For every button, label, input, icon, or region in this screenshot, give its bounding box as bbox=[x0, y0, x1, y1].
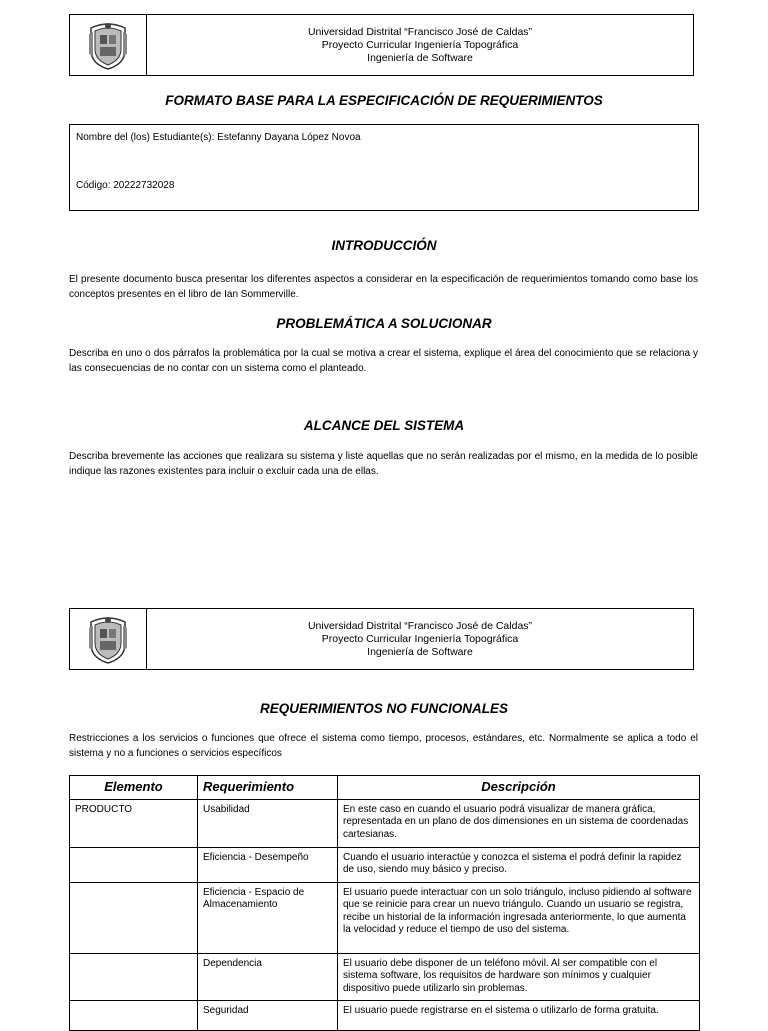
student-code: Código: 20222732028 bbox=[76, 180, 175, 191]
problem-text: Describa en uno o dos párrafos la problemática por la cual se motiva a crear el sistema, explique el área del conocimiento que se relaciona y las consecuencias de no contar con un sistema como el planteado. bbox=[69, 348, 698, 374]
table-row bbox=[70, 1000, 700, 1030]
university-logo bbox=[70, 609, 147, 669]
cell-requerimiento: Seguridad bbox=[198, 1000, 338, 1030]
table-row bbox=[70, 953, 700, 1000]
cell-requerimiento: Eficiencia - Espacio de Almacenamiento bbox=[198, 882, 338, 953]
cell-requerimiento: Dependencia bbox=[198, 953, 338, 1000]
page-header-2 bbox=[69, 608, 694, 670]
scope-title: ALCANCE DEL SISTEMA bbox=[303, 418, 465, 433]
program-name: Proyecto Curricular Ingeniería Topográfica bbox=[321, 632, 519, 645]
cell-descripcion: En este caso en cuando el usuario podrá visualizar de manera gráfica, representada en un plano de dos dimensiones en un sistema de coordenadas cartesianas. bbox=[338, 799, 700, 847]
header-elemento: Elemento bbox=[70, 776, 198, 800]
cell-requerimiento: Eficiencia - Desempeño bbox=[198, 847, 338, 882]
intro-text: El presente documento busca presentar los diferentes aspectos a considerar en la especificación de requerimientos tomando como base los conceptos presentes en el libro de Ian Sommerville. bbox=[69, 274, 698, 300]
cell-elemento bbox=[70, 882, 198, 953]
nonfunctional-title: REQUERIMIENTOS NO FUNCIONALES bbox=[259, 701, 509, 716]
university-name: Universidad Distrital “Francisco José de Caldas” bbox=[307, 25, 533, 38]
table-row bbox=[70, 799, 700, 847]
header-requerimiento: Requerimiento bbox=[198, 776, 338, 800]
document-title: FORMATO BASE PARA LA ESPECIFICACIÓN DE REQUERIMIENTOS bbox=[165, 93, 603, 108]
cell-descripcion: El usuario puede registrarse en el sistema o utilizarlo de forma gratuita. bbox=[338, 1000, 700, 1030]
problem-title: PROBLEMÁTICA A SOLUCIONAR bbox=[276, 316, 492, 331]
page-header bbox=[69, 14, 694, 76]
university-logo bbox=[70, 15, 147, 75]
header-descripcion: Descripción bbox=[338, 776, 700, 800]
requirements-table bbox=[69, 775, 700, 1031]
cell-descripcion: El usuario debe disponer de un teléfono móvil. Al ser compatible con el sistema software, los requisitos de hardware son mínimos y cualquier dispositivo puede utilizarlo sin problemas. bbox=[338, 953, 700, 1000]
cell-elemento bbox=[70, 1000, 198, 1030]
student-name: Nombre del (los) Estudiante(s): Estefanny Dayana López Novoa bbox=[76, 132, 361, 143]
table-row bbox=[70, 847, 700, 882]
cell-descripcion: El usuario puede interactuar con un solo triángulo, incluso pidiendo al software que se reinicie para crear un nuevo triángulo. Cuando un usuario se registra, recibe un historial de la información ingresada anteriormente, lo que aumenta la velocidad y reduce el tiempo de uso del sistema. bbox=[338, 882, 700, 953]
course-name: Ingeniería de Software bbox=[367, 645, 473, 658]
program-name: Proyecto Curricular Ingeniería Topográfica bbox=[321, 38, 519, 51]
table-header-row bbox=[70, 776, 700, 800]
cell-descripcion: Cuando el usuario interactúe y conozca el sistema el podrá definir la rapidez de uso, siendo muy básico y preciso. bbox=[338, 847, 700, 882]
student-info-box bbox=[69, 124, 699, 211]
university-name: Universidad Distrital “Francisco José de Caldas” bbox=[307, 619, 533, 632]
cell-requerimiento: Usabilidad bbox=[198, 799, 338, 847]
scope-text: Describa brevemente las acciones que realizara su sistema y liste aquellas que no serán realizadas por el mismo, en la medida de lo posible indique las razones existentes para incluir o excluir cada una de ellas. bbox=[69, 451, 698, 477]
cell-elemento: PRODUCTO bbox=[70, 799, 198, 847]
cell-elemento bbox=[70, 847, 198, 882]
table-row bbox=[70, 882, 700, 953]
intro-title: INTRODUCCIÓN bbox=[331, 238, 437, 253]
nonfunctional-text: Restricciones a los servicios o funciones que ofrece el sistema como tiempo, procesos, estándares, etc. Normalmente se aplica a todo el sistema y no a funciones o servicios específicos bbox=[69, 733, 698, 759]
course-name: Ingeniería de Software bbox=[367, 51, 473, 64]
cell-elemento bbox=[70, 953, 198, 1000]
